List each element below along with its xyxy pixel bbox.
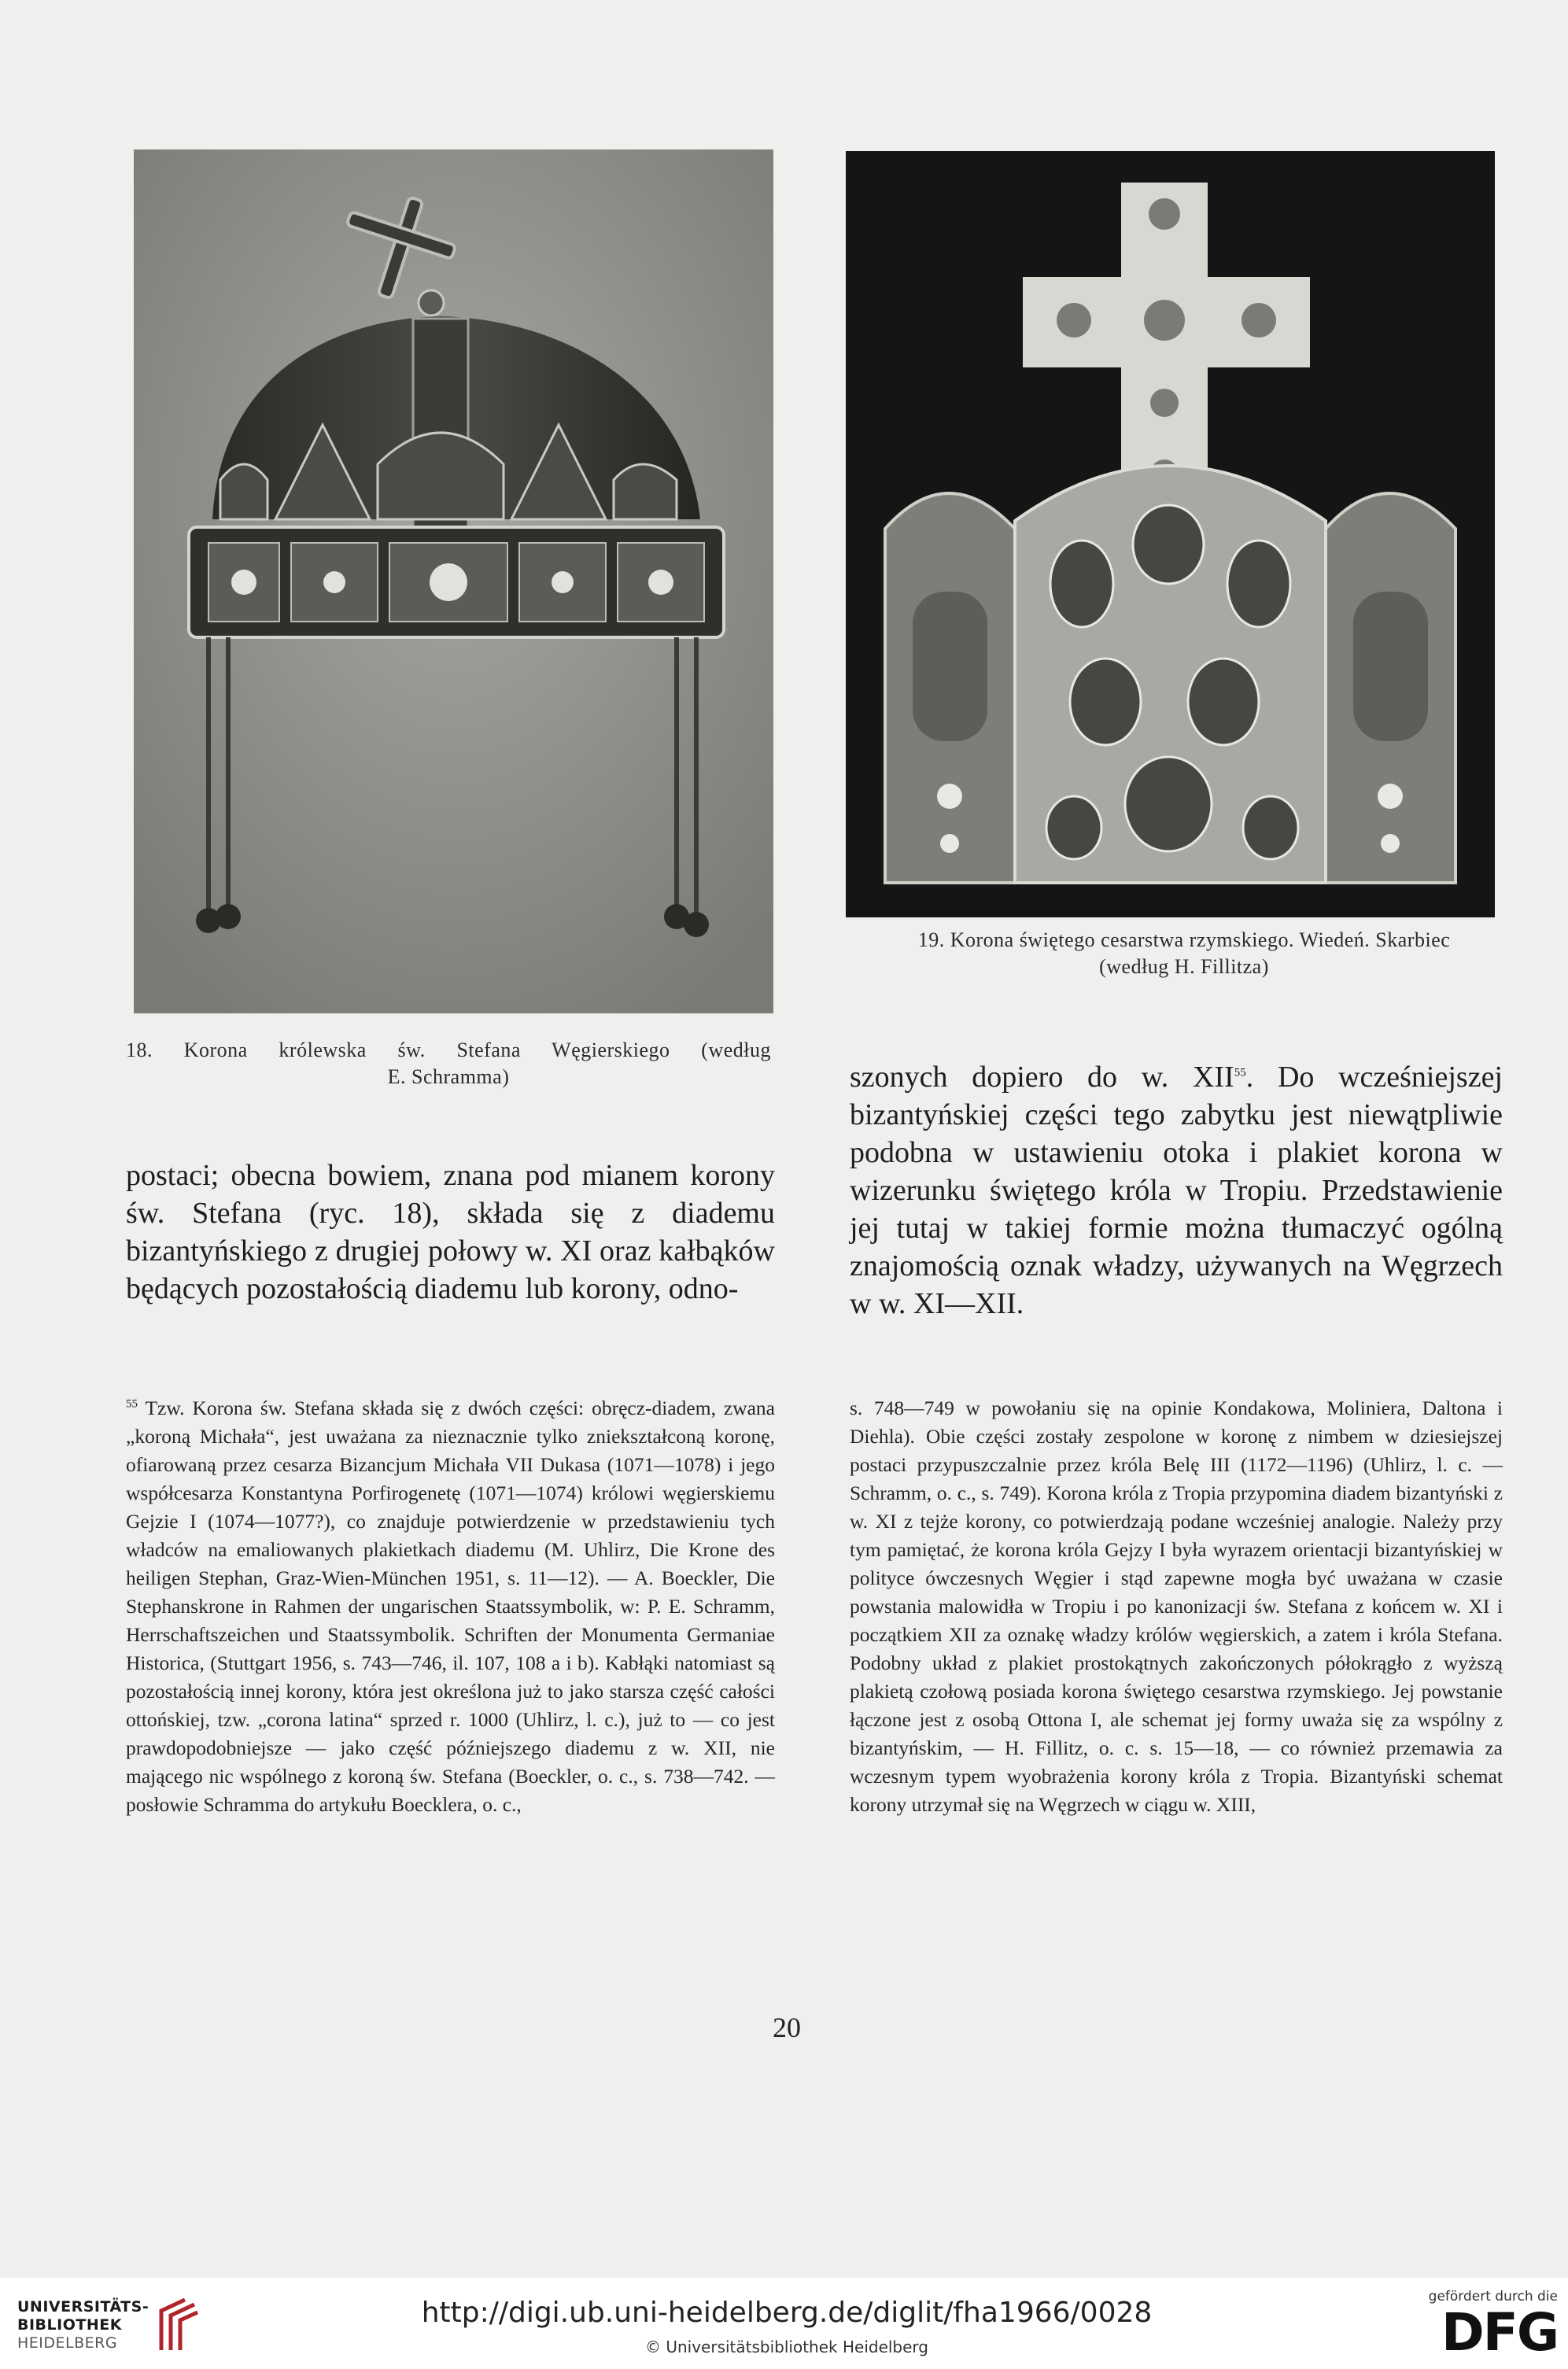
footnote-reference: 55 bbox=[1234, 1066, 1246, 1079]
footnote-left-column bbox=[126, 1394, 775, 1819]
logo-line-2: BIBLIOTHEK bbox=[17, 2316, 122, 2334]
funding-notice: gefördert durch die bbox=[1428, 2289, 1558, 2304]
footer-bar bbox=[0, 2278, 1568, 2369]
figure-18-caption-line-2: E. Schramma) bbox=[387, 1065, 510, 1088]
library-emblem-icon bbox=[153, 2295, 201, 2355]
logo-line-1: UNIVERSITÄTS- bbox=[17, 2298, 149, 2315]
crown-stephen-illustration bbox=[134, 149, 773, 1013]
imperial-crown-illustration bbox=[846, 151, 1495, 917]
figure-19-caption bbox=[846, 927, 1522, 980]
figure-19-caption-line-1: 19. Korona świętego cesarstwa rzymskiego. Wiedeń. Skarbiec bbox=[917, 928, 1451, 951]
copyright-notice: © Universitätsbibliothek Heidelberg bbox=[644, 2338, 928, 2356]
figure-18-caption bbox=[126, 1037, 771, 1090]
logo-line-3: HEIDELBERG bbox=[17, 2334, 118, 2352]
university-library-logo[interactable] bbox=[17, 2298, 149, 2352]
footnote-left-text: Tzw. Korona św. Stefana składa się z dwóch części: obręcz-diadem, zwana „koroną Michała“, jest uważana za nieznacznie tylko zniekształconą koronę, ofiarowaną przez cesarza Bizancjum Michała VII Dukasa (1071—1078) i jego współcesarza Konstantyna Porfirogenetę (1071—1074) królowi węgierskiemu Gejzie I (1074—1077?), co znajduje potwierdzenie w przedstawieniu tych władców na emaliowanych plakietkach diademu (M. Uhlirz, Die Krone des heiligen Stephan, Graz-Wien-München 1951, s. 11—12). — A. Boeckler, Die Stephanskrone in Rahmen der ungarischen Staatssymbolik, w: P. E. Schramm, Herrschaftszeichen und Staatssymbolik. Schriften der Monumenta Germaniae Historica, (Stuttgart 1956, s. 743—746, il. 107, 108 a i b). Kabłąki natomiast są pozostałością innej korony, która jest określona już to jako starsza część całości ottońskiej, tzw. „corona latina“ sprzed r. 1000 (Uhlirz, l. c.), już to — co jest prawdopodobniejsze — jako część późniejszego diademu z w. XII, nie mającego nic wspólnego z koroną św. Stefana (Boeckler, o. c., s. 738—742. — posłowie Schramma do artykułu Boecklera, o. c., bbox=[126, 1397, 775, 1816]
body-text-right-start: szonych dopiero do w. XII bbox=[850, 1061, 1234, 1094]
footnote-number: 55 bbox=[126, 1397, 138, 1411]
body-text-right-rest: . Do wcześniejszej bizantyńskiej części tego zabytku jest niewątpliwie podobna w ustawieniu otoka i plakiet korona w wizerunku świętego króla w Tropiu. Przedstawienie jej tutaj w takiej formie można tłumaczyć ogólną znajomością oznak władzy, używanych na Węgrzech w w. XI—XII. bbox=[850, 1061, 1503, 1320]
digital-object-url-link[interactable]: http://digi.ub.uni-heidelberg.de/diglit/fha1966/0028 bbox=[421, 2297, 1153, 2329]
footnote-right-column: s. 748—749 w powołaniu się na opinie Kondakowa, Moliniera, Daltona i Diehla). Obie części zostały zespolone w koronę z nimbem w dziesiejszej postaci przypuszczalnie przez króla Belę III (1172—1196) (Uhlirz, l. c. — Schramm, o. c., s. 749). Korona króla z Tropia przypomina diadem bizantyński z w. XI z tejże korony, co potwierdzają podane wcześniej analogie. Należy przy tym pamiętać, że korona króla Gejzy I była wyrazem orientacji bizantyńskiej w polityce ówczesnych Węgier i stąd zapewne mogła być uważana w czasie powstania malowidła w Tropiu i po kanonizacji św. Stefana z końcem w. XI i początkiem XII za oznakę władzy królów węgierskich, a zatem i króla Stefana. Podobny układ z plakiet prostokątnych zakończonych półokrągło z wyższą plakietą czołową posiada korona świętego cesarstwa rzymskiego. Jej powstanie łączone jest z osobą Ottona I, ale schemat jej formy uważa się za wspólny z bizantyńskim, — H. Fillitz, o. c. s. 15—18, — co również przemawia za wczesnym typem wyobrażenia korony króla z Tropia. Bizantyński schemat korony utrzymał się na Węgrzech w ciągu w. XIII, bbox=[850, 1397, 1503, 1816]
figure-19-caption-line-2: (według H. Fillitza) bbox=[1099, 955, 1269, 978]
figure-18-caption-line-1: 18. Korona królewska św. Stefana Węgierskiego (według bbox=[126, 1039, 771, 1061]
figure-19-imperial-crown bbox=[846, 151, 1495, 917]
body-text-right-column bbox=[850, 1058, 1503, 1323]
dfg-logo[interactable]: DFG bbox=[1441, 2302, 1558, 2363]
page-number: 20 bbox=[773, 2012, 801, 2043]
figure-18-crown-of-st-stephen bbox=[134, 149, 773, 1013]
body-text-left-column: postaci; obecna bowiem, znana pod mianem korony św. Stefana (ryc. 18), składa się z diademu bizantyńskiego z drugiej połowy w. XI oraz kałbąków będących pozostałością diademu lub korony, odno- bbox=[126, 1159, 775, 1305]
